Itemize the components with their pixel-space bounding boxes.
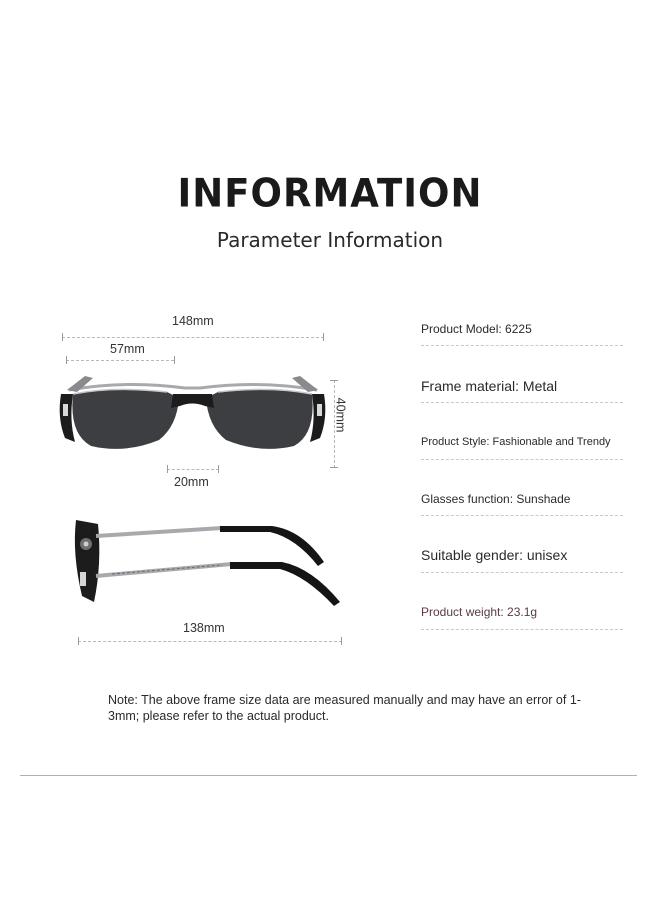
temple-length-tick-left — [78, 637, 79, 645]
lens-height-tick-top — [330, 380, 338, 381]
spec-divider — [421, 629, 623, 630]
total-width-tick-right — [323, 333, 324, 341]
lens-height-label: 40mm — [333, 397, 348, 433]
spec-divider — [421, 345, 623, 346]
temple-length-label: 138mm — [183, 621, 225, 635]
bridge-width-tick-right — [218, 465, 219, 473]
lens-height-tick-bottom — [330, 467, 338, 468]
glasses-side-image — [72, 514, 347, 609]
bridge-width-line — [167, 469, 219, 470]
temple-length-line — [78, 641, 342, 642]
spec-frame-material: Frame material: Metal — [421, 378, 558, 394]
total-width-label: 148mm — [172, 314, 214, 328]
total-width-tick-left — [62, 333, 63, 341]
measurement-note: Note: The above frame size data are measured manually and may have an error of 1-3mm; please refer to the actual product. — [108, 693, 581, 723]
temple-length-tick-right — [341, 637, 342, 645]
spec-glasses-function: Glasses function: Sunshade — [421, 492, 571, 506]
lens-width-label: 57mm — [110, 342, 145, 356]
spec-product-weight: Product weight: 23.1g — [421, 605, 538, 619]
spec-product-style: Product Style: Fashionable and Trendy — [421, 436, 611, 448]
spec-product-model: Product Model: 6225 — [421, 322, 532, 336]
bridge-width-tick-left — [167, 465, 168, 473]
total-width-line — [62, 337, 324, 338]
lens-width-line — [66, 360, 174, 361]
page-title: INFORMATION — [177, 170, 483, 217]
bottom-divider — [20, 775, 637, 776]
glasses-front-image — [55, 368, 330, 458]
spec-divider — [421, 459, 623, 460]
page-subtitle: Parameter Information — [216, 228, 444, 252]
lens-width-tick-right — [174, 356, 175, 364]
bridge-width-label: 20mm — [174, 475, 209, 489]
spec-divider — [421, 572, 623, 573]
spec-suitable-gender: Suitable gender: unisex — [421, 547, 568, 563]
spec-divider — [421, 402, 623, 403]
lens-width-tick-left — [66, 356, 67, 364]
spec-divider — [421, 515, 623, 516]
